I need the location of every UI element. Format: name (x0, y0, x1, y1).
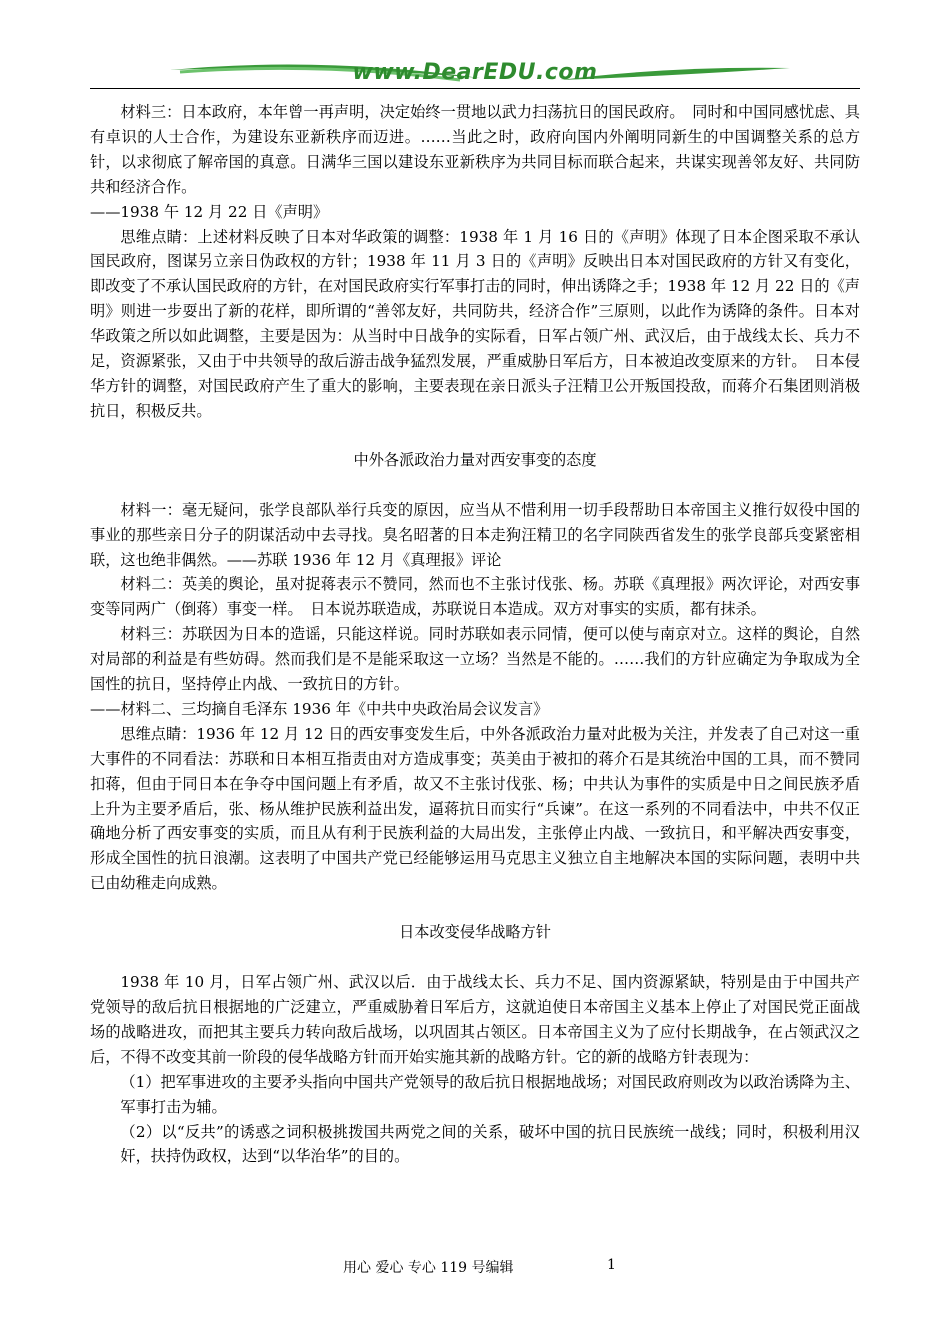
site-header (90, 58, 860, 92)
section-title: 日本改变侵华战略方针 (399, 923, 551, 942)
material-paragraph: 材料三：苏联因为日本的造谣，只能这样说。同时苏联如表示同情，便可以使与南京对立。这样的舆论，自然对局部的利益是有些妨碍。然而我们是不是能采取这一立场？当然是不能的。……我们的方针应确定为争取成为全国性的抗日，坚持停止内战、一致抗日的方针。 (90, 625, 860, 694)
header-rule (90, 88, 860, 89)
site-brand-logo[interactable]: www.DearEDU.com (352, 60, 598, 85)
material-paragraph: 材料一：毫无疑问，张学良部队举行兵变的原因，应当从不惜利用一切手段帮助日本帝国主义推行奴役中国的事业的那些亲日分子的阴谋活动中去寻找。臭名昭著的日本走狗汪精卫的名字同陕西省发生的张学良部兵变紧密相联，这也绝非偶然。——苏联 1936 年 12 月《真理报》评论 (90, 500, 860, 569)
source-citation: ——材料二、三均摘自毛泽东 1936 年《中共中央政治局会议发言》 (90, 699, 549, 718)
page-number: 1 (607, 1257, 616, 1273)
material-paragraph: 材料三：日本政府，本年曾一再声明，决定始终一贯地以武力扫荡抗日的国民政府。 同时和中国同感忧虑、具有卓识的人士合作，为建设东亚新秩序而迈进。……当此之时，政府向国内外阐明同新生的中国调整关系的总方针，以求彻底了解帝国的真意。日满华三国以建设东亚新秩序为共同目标而联合起来，共谋实现善邻友好、共同防共和经济合作。 (90, 103, 860, 196)
section-title: 中外各派政治力量对西安事变的态度 (353, 450, 597, 469)
document-body (90, 100, 860, 1169)
body-paragraph: 1938 年 10 月，日军占领广州、武汉以后．由于战线太长、兵力不足、国内资源紧缺，特别是由于中国共产党领导的敌后抗日根据地的广泛建立，严重威胁着日军后方，这就迫使日本帝国主义基本上停止了对国民党正面战场的战略进攻，而把其主要兵力转向敌后战场，以巩固其占领区。日本帝国主义为了应付长期战争，在占领武汉之后，不得不改变其前一阶段的侵华战略方针而开始实施其新的战略方针。它的新的战略方针表现为： (90, 973, 860, 1066)
material-paragraph: 材料二：英美的舆论，虽对捉蒋表示不赞同，然而也不主张讨伐张、杨。苏联《真理报》两次评论，对西安事变等同两广（倒蒋）事变一样。 日本说苏联造成，苏联说日本造成。双方对事实的实质，都有抹杀。 (90, 575, 860, 619)
source-citation: ——1938 午 12 月 22 日《声明》 (90, 202, 329, 221)
commentary-paragraph: 思维点睛：1936 年 12 月 12 日的西安事变发生后，中外各派政治力量对此极为关注，并发表了自己对这一重大事件的不同看法：苏联和日本相互指责由对方造成事变；英美由于被扣的蒋介石是其统治中国的工具，而不赞同扣蒋，但由于同日本在争夺中国问题上有矛盾，故又不主张讨伐张、杨；中共认为事件的实质是中日之间民族矛盾上升为主要矛盾后，张、杨从维护民族利益出发，逼蒋抗日而实行“兵谏”。在这一系列的不同看法中，中共不仅正确地分析了西安事变的实质，而且从有利于民族利益的大局出发，主张停止内战、一致抗日，和平解决西安事变，形成全国性的抗日浪潮。这表明了中国共产党已经能够运用马克思主义独立自主地解决本国的实际问题，表明中共已由幼稚走向成熟。 (90, 724, 860, 893)
footer-text: 用心 爱心 专心 119 号编辑 (343, 1260, 514, 1276)
list-item: （1）把军事进攻的主要矛头指向中国共产党领导的敌后抗日根据地战场；对国民政府则改为以政治诱降为主、军事打击为辅。 (120, 1072, 860, 1116)
commentary-paragraph: 思维点睛：上述材料反映了日本对华政策的调整：1938 年 1 月 16 日的《声明》体现了日本企图采取不承认国民政府，图谋另立亲日伪政权的方针；1938 年 11 月 3 日的《声明》反映出日本对国民政府的方针又有变化，即改变了不承认国民政府的方针，在对国民政府实行军事打击的同时，伸出诱降之手；1938 年 12 月 22 日的《声明》则进一步耍出了新的花样，即所谓的“善邻友好，共同防共，经济合作”三原则，以此作为诱降的条件。日本对华政策之所以如此调整，主要是因为：从当时中日战争的实际看，日军占领广州、武汉后，由于战线太长、兵力不足，资源紧张，又由于中共领导的敌后游击战争猛烈发展，严重威胁日军后方，日本被迫改变原来的方针。 日本侵华方针的调整，对国民政府产生了重大的影响，主要表现在亲日派头子汪精卫公开叛国投敌，而蒋介石集团则消极抗日，积极反共。 (90, 227, 860, 420)
list-item: （2）以“反共”的诱惑之词积极挑拨国共两党之间的关系，破坏中国的抗日民族统一战线；同时，积极利用汉奸，扶持伪政权，达到“以华治华”的目的。 (120, 1122, 860, 1166)
